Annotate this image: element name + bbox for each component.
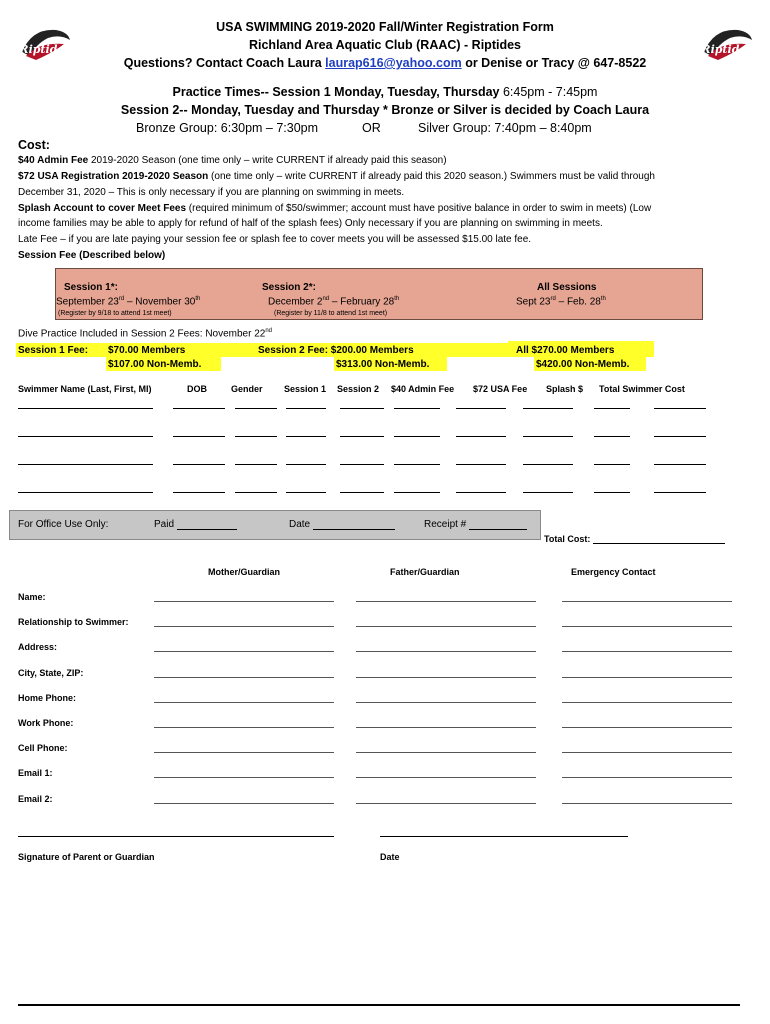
- col-dob: DOB: [187, 384, 207, 394]
- signature-label: Signature of Parent or Guardian: [18, 852, 155, 862]
- office-paid-label: Paid: [154, 519, 175, 530]
- contact-field-line[interactable]: [154, 777, 334, 778]
- logo-text: Riptides: [19, 43, 71, 56]
- date-label: Date: [380, 852, 400, 862]
- session1-start-sup: rd: [118, 296, 125, 302]
- swimmer-row-field[interactable]: [654, 492, 706, 493]
- swimmer-row-field[interactable]: [18, 408, 153, 409]
- col-swimmer-name: Swimmer Name (Last, First, MI): [18, 384, 152, 394]
- all-start-sup: rd: [550, 296, 556, 302]
- all-sessions-title: All Sessions: [537, 282, 597, 293]
- contact-field-line[interactable]: [562, 702, 732, 703]
- session1-dates: [56, 296, 200, 307]
- usa-fee-line: [18, 171, 655, 182]
- all-start: Sept 23: [516, 296, 551, 308]
- office-receipt-label: Receipt #: [424, 519, 467, 530]
- contact-field-line[interactable]: [562, 677, 732, 678]
- swimmer-row-field[interactable]: [394, 492, 440, 493]
- col-usa-fee: $72 USA Fee: [473, 384, 528, 394]
- office-paid: [154, 519, 237, 530]
- session2-fee-nonmember: $313.00 Non-Memb.: [336, 359, 430, 370]
- contact-field-line[interactable]: [356, 803, 536, 804]
- practice-session1-time: 6:45pm - 7:45pm: [499, 85, 598, 99]
- session1-fee-label: Session 1 Fee:: [18, 345, 89, 356]
- swimmer-row-field[interactable]: [235, 408, 277, 409]
- swimmer-row-field[interactable]: [340, 492, 384, 493]
- contact-field-line[interactable]: [356, 626, 536, 627]
- swimmer-row-field[interactable]: [340, 408, 384, 409]
- session2-start: December 2: [268, 296, 323, 308]
- bronze-group: Bronze Group: 6:30pm – 7:30pm: [136, 121, 319, 135]
- contact-field-line[interactable]: [356, 727, 536, 728]
- swimmer-row-field[interactable]: [18, 436, 153, 437]
- session1-end-sup: th: [195, 296, 201, 302]
- contact-line: [0, 56, 770, 70]
- admin-fee-line: [18, 155, 447, 166]
- swimmer-row-field[interactable]: [523, 408, 573, 409]
- swimmer-row-field[interactable]: [394, 464, 440, 465]
- cost-heading: Cost:: [18, 138, 50, 152]
- swimmer-row-field[interactable]: [173, 464, 225, 465]
- col-session2: Session 2: [337, 384, 380, 394]
- swimmer-row-field[interactable]: [340, 436, 384, 437]
- swimmer-row-field[interactable]: [594, 408, 630, 409]
- session1-fee-member: $70.00 Members: [108, 345, 186, 356]
- swimmer-row-field[interactable]: [594, 436, 630, 437]
- contact-field-line[interactable]: [356, 777, 536, 778]
- col-emergency-contact: Emergency Contact: [571, 567, 656, 577]
- contact-field-line[interactable]: [154, 752, 334, 753]
- swimmer-row-field[interactable]: [18, 492, 153, 493]
- contact-field-line[interactable]: [154, 651, 334, 652]
- contact-field-line[interactable]: [154, 626, 334, 627]
- splash-line-2: income families may be able to apply for refund of half of the splash fees) Only necessary if you are planning on swimming in meets.: [18, 218, 603, 229]
- contact-field-line[interactable]: [154, 727, 334, 728]
- contact-field-line[interactable]: [562, 626, 732, 627]
- all-fee-member: All $270.00 Members: [516, 345, 615, 356]
- col-mother-guardian: Mother/Guardian: [208, 567, 281, 577]
- swimmer-row-field[interactable]: [235, 436, 277, 437]
- col-father-guardian: Father/Guardian: [390, 567, 460, 577]
- contact-field-line[interactable]: [356, 651, 536, 652]
- swimmer-row-field[interactable]: [286, 436, 326, 437]
- session2-note: (Register by 11/8 to attend 1st meet): [274, 310, 388, 317]
- office-date-field[interactable]: [313, 520, 395, 530]
- club-name: Richland Area Aquatic Club (RAAC) - Riptides: [248, 38, 521, 52]
- office-label: For Office Use Only:: [18, 519, 109, 530]
- practice-line-1: [0, 85, 770, 99]
- contact-field-label: Email 1:: [18, 768, 53, 779]
- swimmer-row-field[interactable]: [456, 492, 506, 493]
- swimmer-row-field[interactable]: [594, 492, 630, 493]
- contact-field-line[interactable]: [562, 777, 732, 778]
- session2-fee-member: Session 2 Fee: $200.00 Members: [258, 345, 414, 356]
- silver-group: Silver Group: 7:40pm – 8:40pm: [418, 121, 592, 135]
- contact-field-label: Email 2:: [18, 793, 53, 804]
- contact-field-line[interactable]: [562, 803, 732, 804]
- logo-text: Riptides: [701, 43, 753, 56]
- total-cost: [544, 534, 725, 544]
- usa-fee-line-2: December 31, 2020 – This is only necessary if you are planning on swimming in meets.: [18, 187, 405, 198]
- swimmer-row-field[interactable]: [394, 408, 440, 409]
- contact-field-line[interactable]: [356, 677, 536, 678]
- splash-desc: (required minimum of $50/swimmer; account must have positive balance in order to swim in meets) (Low: [186, 203, 652, 214]
- contact-field-label: Relationship to Swimmer:: [18, 617, 129, 628]
- office-date-label: Date: [289, 519, 311, 530]
- contact-field-line[interactable]: [154, 601, 334, 602]
- session2-title: Session 2*:: [262, 282, 316, 293]
- contact-field-line[interactable]: [356, 752, 536, 753]
- contact-field-label: Cell Phone:: [18, 743, 68, 754]
- office-paid-field[interactable]: [177, 520, 237, 530]
- usa-fee-desc: (one time only – write CURRENT if already paid this 2020 season.) Swimmers must be valid through: [208, 171, 655, 182]
- splash-label: Splash Account to cover Meet Fees: [18, 203, 187, 214]
- late-fee-line: Late Fee – if you are late paying your session fee or splash fee to cover meets you will be assessed $15.00 late fee.: [18, 234, 532, 245]
- all-end-sup: th: [600, 296, 606, 302]
- contact-field-line[interactable]: [562, 601, 732, 602]
- contact-field-line[interactable]: [356, 601, 536, 602]
- dive-text: Dive Practice Included in Session 2 Fees: November 22: [18, 328, 266, 340]
- swimmer-row-field[interactable]: [286, 492, 326, 493]
- swimmer-row-field[interactable]: [654, 436, 706, 437]
- session1-end: – November 30: [124, 296, 196, 308]
- swimmer-row-field[interactable]: [654, 408, 706, 409]
- swimmer-row-field[interactable]: [18, 464, 153, 465]
- all-sessions-dates: [516, 296, 606, 307]
- contact-field-line[interactable]: [562, 752, 732, 753]
- swimmer-row-field[interactable]: [523, 436, 573, 437]
- contact-field-line[interactable]: [154, 677, 334, 678]
- session1-title: Session 1*:: [64, 282, 118, 293]
- swimmer-row-field[interactable]: [456, 464, 506, 465]
- contact-field-label: Address:: [18, 642, 58, 653]
- swimmer-row-field[interactable]: [523, 464, 573, 465]
- practice-session1: Practice Times-- Session 1 Monday, Tuesday, Thursday: [172, 85, 500, 99]
- practice-line-2: Session 2-- Monday, Tuesday and Thursday * Bronze or Silver is decided by Coach Laura: [120, 103, 650, 117]
- office-receipt: [424, 519, 527, 530]
- swimmer-row-field[interactable]: [286, 464, 326, 465]
- session2-end-sup: th: [394, 296, 400, 302]
- all-fee-nonmember: $420.00 Non-Memb.: [536, 359, 630, 370]
- contact-field-line[interactable]: [356, 702, 536, 703]
- swimmer-row-field[interactable]: [523, 492, 573, 493]
- swimmer-row-field[interactable]: [594, 464, 630, 465]
- or-text: OR: [362, 121, 381, 135]
- col-gender: Gender: [231, 384, 263, 394]
- date-line[interactable]: [380, 836, 628, 837]
- swimmer-row-field[interactable]: [173, 436, 225, 437]
- swimmer-row-field[interactable]: [456, 436, 506, 437]
- swimmer-row-field[interactable]: [235, 492, 277, 493]
- swimmer-row-field[interactable]: [235, 464, 277, 465]
- total-cost-field[interactable]: [593, 534, 725, 544]
- swimmer-row-field[interactable]: [654, 464, 706, 465]
- office-date: [289, 519, 395, 530]
- swimmer-row-field[interactable]: [286, 408, 326, 409]
- usa-fee-label: $72 USA Registration 2019-2020 Season: [18, 171, 209, 182]
- session1-start: September 23: [56, 296, 119, 308]
- dive-practice-line: [18, 328, 272, 339]
- session2-start-sup: nd: [322, 296, 330, 302]
- contact-field-line[interactable]: [154, 803, 334, 804]
- col-splash: Splash $: [546, 384, 584, 394]
- swimmer-row-field[interactable]: [173, 408, 225, 409]
- splash-line: [18, 203, 651, 214]
- admin-fee-desc: 2019-2020 Season (one time only – write CURRENT if already paid this season): [88, 155, 447, 166]
- contact-email-link[interactable]: laurap616@yahoo.com: [325, 56, 462, 70]
- contact-field-label: Work Phone:: [18, 718, 74, 728]
- contact-field-line[interactable]: [562, 651, 732, 652]
- swimmer-row-field[interactable]: [173, 492, 225, 493]
- contact-field-line[interactable]: [562, 727, 732, 728]
- contact-field-label: Home Phone:: [18, 692, 77, 703]
- swimmer-row-field[interactable]: [394, 436, 440, 437]
- session1-note: (Register by 9/18 to attend 1st meet): [58, 310, 172, 317]
- swimmer-row-field[interactable]: [340, 464, 384, 465]
- contact-suffix: or Denise or Tracy @ 647-8522: [461, 56, 647, 70]
- col-session1: Session 1: [284, 384, 327, 394]
- swimmer-row-field[interactable]: [456, 408, 506, 409]
- contact-field-line[interactable]: [154, 702, 334, 703]
- col-total-cost: Total Swimmer Cost: [599, 384, 685, 394]
- dive-sup: nd: [265, 328, 273, 334]
- contact-field-label: Name:: [18, 592, 46, 602]
- admin-fee-label: $40 Admin Fee: [18, 155, 89, 166]
- total-cost-label: Total Cost:: [544, 534, 591, 544]
- session2-end: – February 28: [329, 296, 395, 308]
- form-title: USA SWIMMING 2019-2020 Fall/Winter Registration Form: [216, 20, 554, 34]
- col-admin-fee: $40 Admin Fee: [391, 384, 455, 394]
- contact-prefix: Questions? Contact Coach Laura: [123, 56, 326, 70]
- session2-dates: [268, 296, 399, 307]
- all-end: – Feb. 28: [555, 296, 601, 308]
- session-fee-heading: Session Fee (Described below): [18, 250, 166, 261]
- session1-fee-nonmember: $107.00 Non-Memb.: [108, 359, 202, 370]
- signature-line[interactable]: [18, 836, 334, 837]
- office-receipt-field[interactable]: [469, 520, 527, 530]
- contact-field-label: City, State, ZIP:: [18, 667, 84, 678]
- footer-rule: [18, 1004, 740, 1006]
